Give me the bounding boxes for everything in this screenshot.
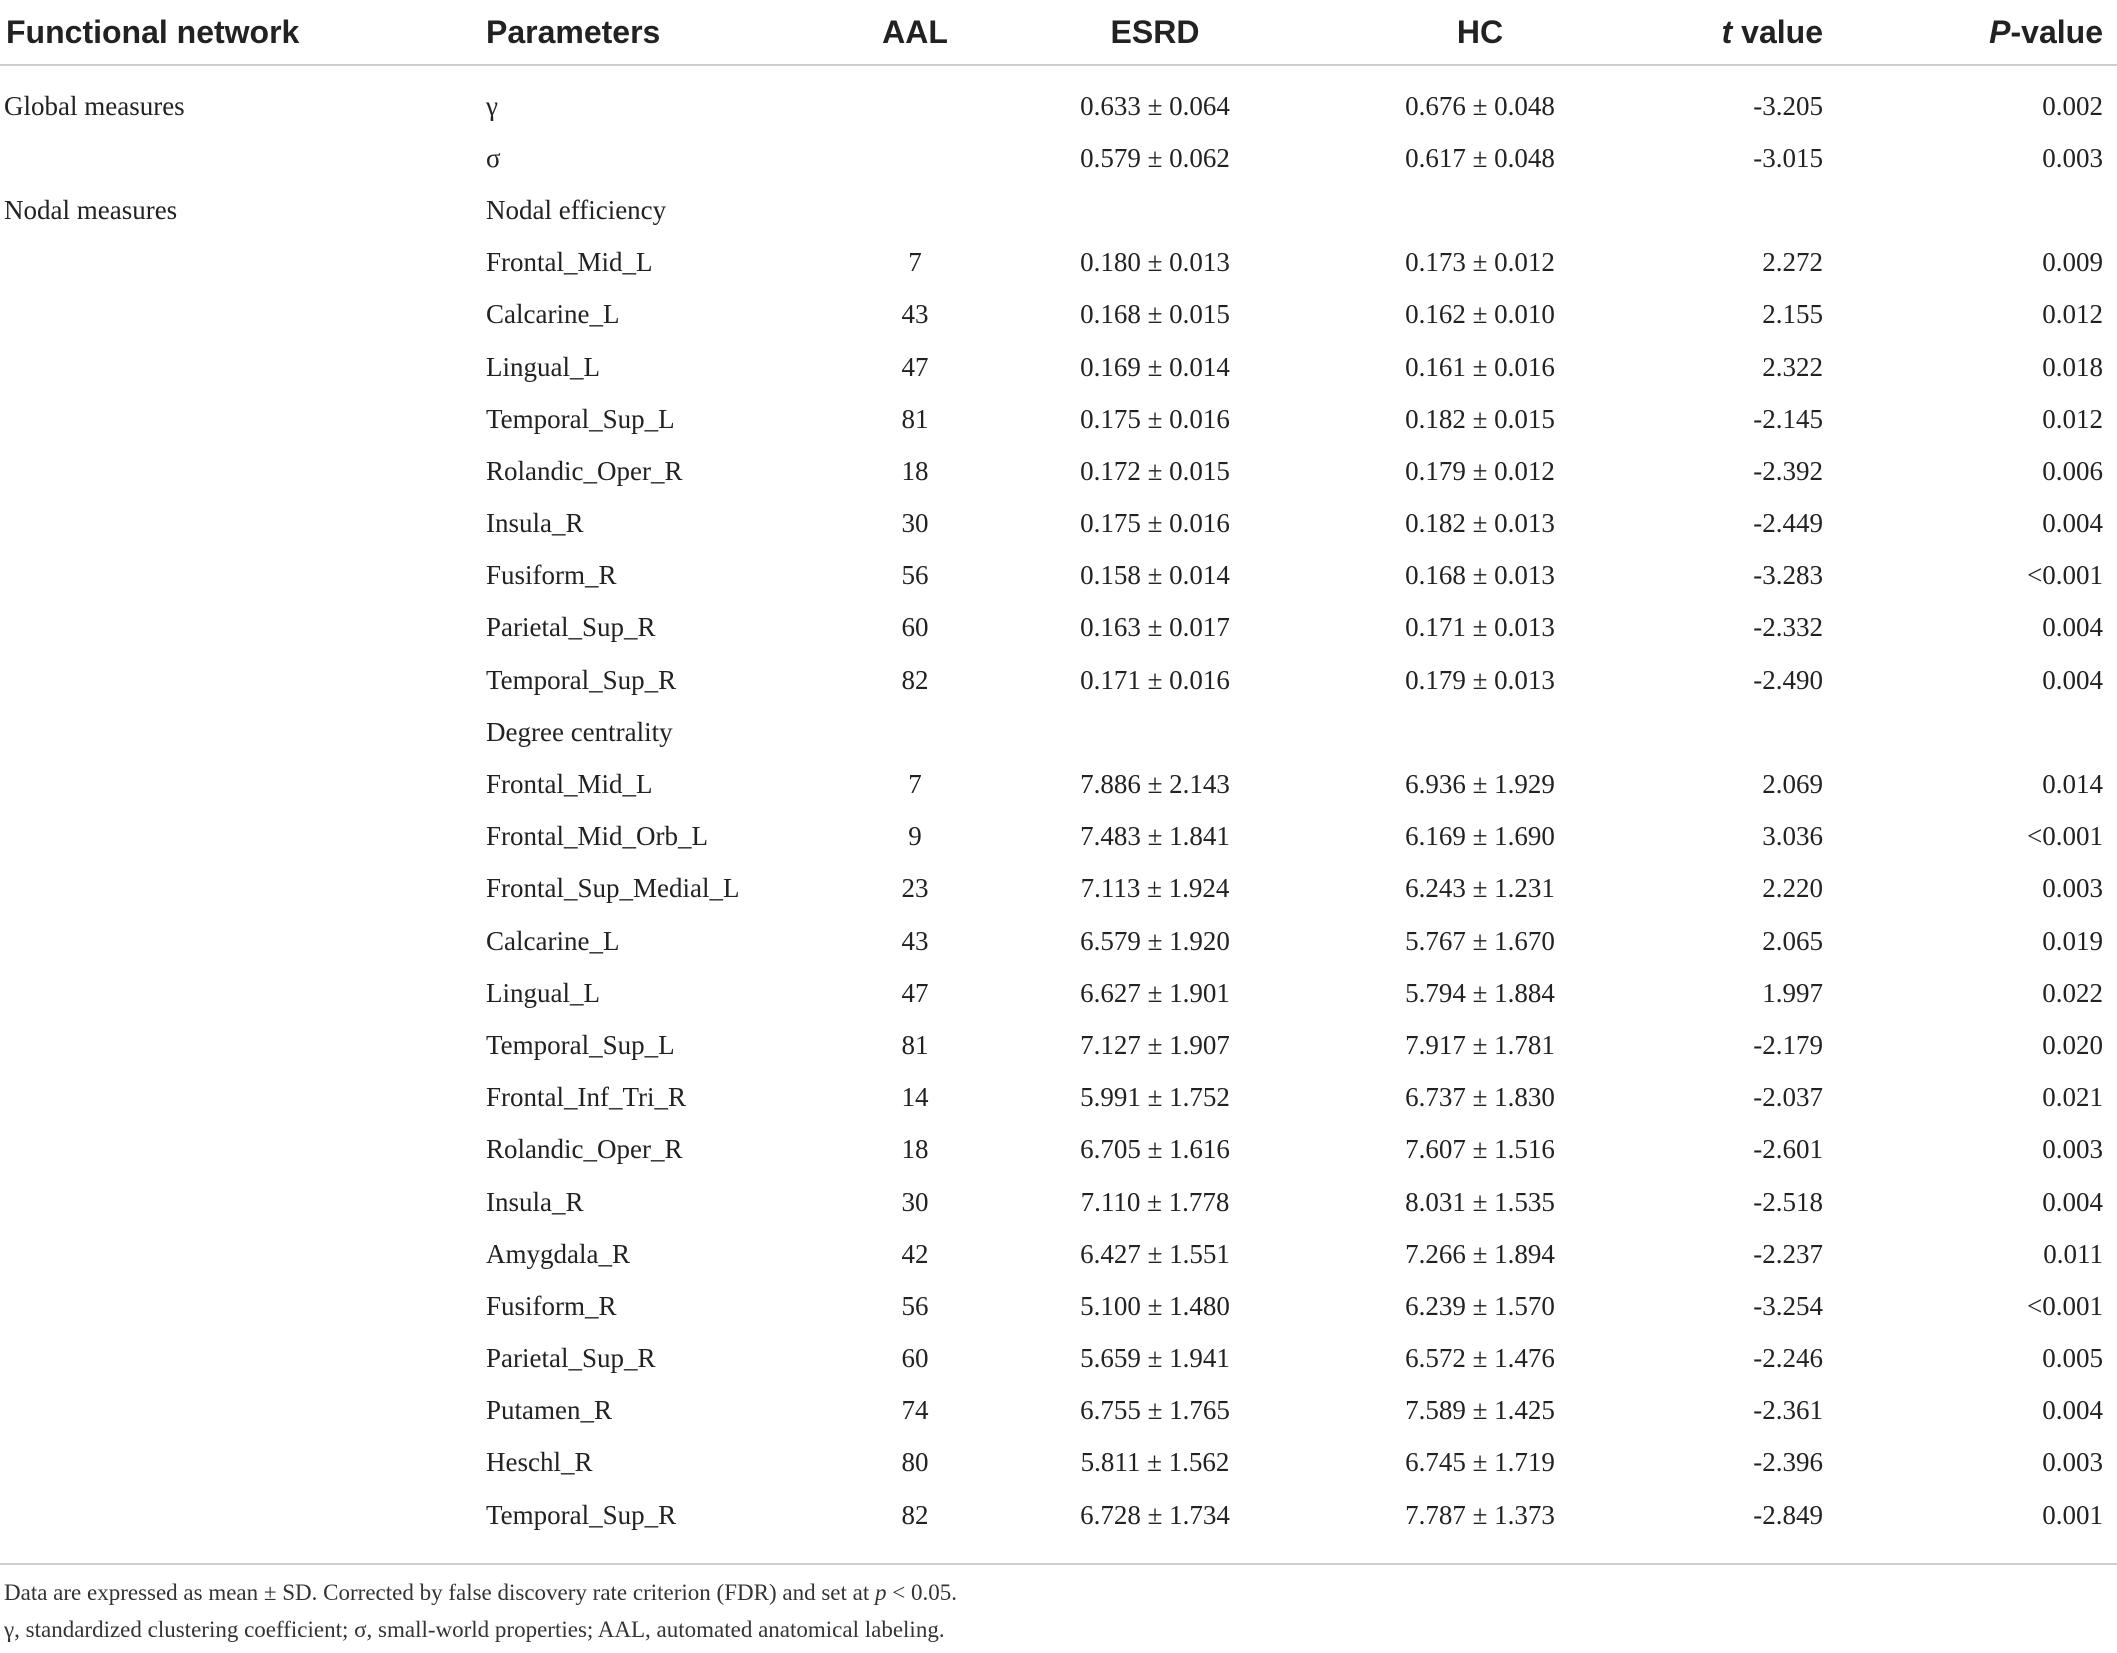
cell-esrd: 0.175 ± 0.016 <box>1080 403 1230 434</box>
cell-aal: 81 <box>901 1029 929 1060</box>
table-row <box>0 289 2117 341</box>
cell-p-value <box>1885 184 2117 236</box>
cell-parameter: Frontal_Mid_L <box>486 247 653 278</box>
cell-parameter: Calcarine_L <box>486 925 620 956</box>
cell-p-value: 0.003 <box>2042 873 2103 904</box>
cell-functional-network <box>0 1385 460 1437</box>
cell-functional-network <box>0 1333 460 1385</box>
cell-t-value: 2.155 <box>1762 299 1823 330</box>
table-row <box>0 445 2117 497</box>
cell-t-value: -2.361 <box>1753 1395 1823 1426</box>
table-row <box>0 1124 2117 1176</box>
cell-t-value: 2.272 <box>1762 247 1823 278</box>
cell-hc: 7.266 ± 1.894 <box>1405 1238 1555 1269</box>
cell-p-value: 0.004 <box>2042 508 2103 539</box>
cell-aal <box>840 132 990 184</box>
cell-t-value: -2.392 <box>1753 455 1823 486</box>
cell-hc: 6.239 ± 1.570 <box>1405 1290 1555 1321</box>
cell-functional-network <box>0 445 460 497</box>
table-row <box>0 1280 2117 1332</box>
cell-aal: 7 <box>908 769 922 800</box>
cell-t-value <box>1640 184 1885 236</box>
cell-esrd: 0.168 ± 0.015 <box>1080 299 1230 330</box>
cell-functional-network <box>0 289 460 341</box>
cell-p-value: 0.019 <box>2042 925 2103 956</box>
cell-aal: 14 <box>901 1082 929 1113</box>
cell-t-value: 2.069 <box>1762 769 1823 800</box>
cell-p-value <box>1885 706 2117 758</box>
cell-t-value: -2.849 <box>1753 1499 1823 1530</box>
cell-functional-network <box>0 237 460 289</box>
cell-p-value: 0.005 <box>2042 1343 2103 1374</box>
cell-esrd: 6.755 ± 1.765 <box>1080 1395 1230 1426</box>
cell-p-value: 0.011 <box>2043 1238 2103 1269</box>
cell-esrd: 7.127 ± 1.907 <box>1080 1029 1230 1060</box>
cell-p-value: 0.014 <box>2042 769 2103 800</box>
cell-esrd: 6.627 ± 1.901 <box>1080 977 1230 1008</box>
cell-p-value: 0.003 <box>2042 142 2103 173</box>
header-t-italic: t <box>1721 13 1733 50</box>
cell-parameter: Insula_R <box>486 1186 584 1217</box>
footnote-line-2: γ, standardized clustering coefficient; σ, small-world properties; AAL, automated anatomical labeling. <box>4 1617 945 1642</box>
cell-functional-network <box>0 1489 460 1541</box>
cell-esrd: 0.172 ± 0.015 <box>1080 455 1230 486</box>
cell-functional-network <box>0 393 460 445</box>
cell-aal: 60 <box>901 1343 929 1374</box>
cell-t-value: 2.322 <box>1762 351 1823 382</box>
table-row <box>0 758 2117 810</box>
cell-p-value: 0.006 <box>2042 455 2103 486</box>
table-row <box>0 132 2117 184</box>
cell-parameter: Parietal_Sup_R <box>486 612 656 643</box>
cell-functional-network <box>0 654 460 706</box>
cell-aal <box>840 80 990 132</box>
header-spacer <box>0 65 2117 80</box>
cell-aal: 82 <box>901 1499 929 1530</box>
cell-functional-network: Nodal measures <box>4 194 178 225</box>
cell-esrd: 6.579 ± 1.920 <box>1080 925 1230 956</box>
cell-p-value: 0.001 <box>2042 1499 2103 1530</box>
cell-aal: 42 <box>901 1238 929 1269</box>
table-row <box>0 1437 2117 1489</box>
cell-hc: 0.161 ± 0.016 <box>1405 351 1555 382</box>
cell-aal <box>840 184 990 236</box>
header-p-italic: P <box>1989 13 2011 50</box>
cell-hc: 5.767 ± 1.670 <box>1405 925 1555 956</box>
cell-functional-network <box>0 602 460 654</box>
cell-t-value: -2.449 <box>1753 508 1823 539</box>
footnote-1-text-b: < 0.05. <box>886 1580 957 1605</box>
cell-aal: 47 <box>901 351 929 382</box>
cell-p-value: 0.004 <box>2042 1186 2103 1217</box>
cell-functional-network <box>0 811 460 863</box>
cell-p-value: <0.001 <box>2027 560 2103 591</box>
footnote-line-1 <box>0 1574 2117 1611</box>
cell-parameter: Lingual_L <box>486 351 600 382</box>
cell-parameter: Frontal_Mid_Orb_L <box>486 821 708 852</box>
cell-parameter: Nodal efficiency <box>486 194 667 225</box>
cell-p-value: <0.001 <box>2027 821 2103 852</box>
cell-t-value: 2.065 <box>1762 925 1823 956</box>
cell-p-value: 0.004 <box>2042 612 2103 643</box>
table-row <box>0 654 2117 706</box>
table-row <box>0 706 2117 758</box>
header-p-rest: -value <box>2010 13 2103 50</box>
cell-hc: 6.572 ± 1.476 <box>1405 1343 1555 1374</box>
header-parameters: Parameters <box>460 0 840 65</box>
cell-hc: 0.168 ± 0.013 <box>1405 560 1555 591</box>
table-row <box>0 1228 2117 1280</box>
cell-esrd: 0.158 ± 0.014 <box>1080 560 1230 591</box>
cell-p-value: 0.003 <box>2042 1447 2103 1478</box>
cell-functional-network <box>0 341 460 393</box>
cell-hc: 0.182 ± 0.015 <box>1405 403 1555 434</box>
cell-t-value: 1.997 <box>1762 977 1823 1008</box>
cell-t-value: -3.254 <box>1753 1290 1823 1321</box>
table-row <box>0 1176 2117 1228</box>
cell-t-value: -3.015 <box>1753 142 1823 173</box>
cell-aal: 60 <box>901 612 929 643</box>
cell-esrd: 0.180 ± 0.013 <box>1080 247 1230 278</box>
header-t-value <box>1640 0 1885 65</box>
cell-hc: 7.787 ± 1.373 <box>1405 1499 1555 1530</box>
table-row <box>0 341 2117 393</box>
cell-t-value: -3.283 <box>1753 560 1823 591</box>
table-row <box>0 1489 2117 1541</box>
cell-t-value: -2.396 <box>1753 1447 1823 1478</box>
cell-esrd: 7.113 ± 1.924 <box>1080 873 1230 904</box>
cell-aal: 18 <box>901 455 929 486</box>
cell-t-value: -2.179 <box>1753 1029 1823 1060</box>
cell-functional-network <box>0 1019 460 1071</box>
cell-functional-network <box>0 1437 460 1489</box>
cell-esrd: 7.886 ± 2.143 <box>1080 769 1230 800</box>
cell-aal: 7 <box>908 247 922 278</box>
cell-t-value: -2.518 <box>1753 1186 1823 1217</box>
cell-esrd: 5.991 ± 1.752 <box>1080 1082 1230 1113</box>
cell-hc: 0.182 ± 0.013 <box>1405 508 1555 539</box>
cell-parameter: Fusiform_R <box>486 560 617 591</box>
cell-t-value: -2.145 <box>1753 403 1823 434</box>
cell-hc: 6.745 ± 1.719 <box>1405 1447 1555 1478</box>
cell-functional-network <box>0 863 460 915</box>
cell-esrd: 5.811 ± 1.562 <box>1080 1447 1230 1478</box>
cell-hc: 6.936 ± 1.929 <box>1405 769 1555 800</box>
cell-parameter: Rolandic_Oper_R <box>486 1134 683 1165</box>
cell-aal: 81 <box>901 403 929 434</box>
table-row <box>0 602 2117 654</box>
cell-hc: 6.169 ± 1.690 <box>1405 821 1555 852</box>
cell-aal: 74 <box>901 1395 929 1426</box>
cell-p-value: 0.021 <box>2042 1082 2103 1113</box>
cell-t-value: -2.237 <box>1753 1238 1823 1269</box>
table-body <box>0 65 2117 1541</box>
cell-parameter: σ <box>486 142 501 173</box>
cell-hc <box>1320 706 1640 758</box>
cell-hc: 8.031 ± 1.535 <box>1405 1186 1555 1217</box>
header-row <box>0 0 2117 65</box>
cell-aal: 82 <box>901 664 929 695</box>
cell-aal: 56 <box>901 1290 929 1321</box>
cell-functional-network <box>0 967 460 1019</box>
header-p-value <box>1885 0 2117 65</box>
cell-p-value: 0.022 <box>2042 977 2103 1008</box>
cell-p-value: 0.003 <box>2042 1134 2103 1165</box>
cell-hc: 0.179 ± 0.012 <box>1405 455 1555 486</box>
cell-hc: 0.179 ± 0.013 <box>1405 664 1555 695</box>
cell-esrd: 5.100 ± 1.480 <box>1080 1290 1230 1321</box>
header-esrd: ESRD <box>990 0 1320 65</box>
cell-parameter: Temporal_Sup_L <box>486 1029 675 1060</box>
cell-parameter: Lingual_L <box>486 977 600 1008</box>
cell-hc <box>1320 184 1640 236</box>
cell-functional-network <box>0 1176 460 1228</box>
cell-parameter: Parietal_Sup_R <box>486 1343 656 1374</box>
table-row <box>0 80 2117 132</box>
cell-p-value: 0.004 <box>2042 1395 2103 1426</box>
cell-t-value: -2.246 <box>1753 1343 1823 1374</box>
cell-hc: 0.617 ± 0.048 <box>1405 142 1555 173</box>
cell-esrd: 0.171 ± 0.016 <box>1080 664 1230 695</box>
cell-functional-network <box>0 1280 460 1332</box>
cell-esrd: 0.169 ± 0.014 <box>1080 351 1230 382</box>
header-hc: HC <box>1320 0 1640 65</box>
cell-esrd: 0.175 ± 0.016 <box>1080 508 1230 539</box>
cell-t-value: -2.037 <box>1753 1082 1823 1113</box>
header-t-rest: value <box>1732 13 1823 50</box>
footnote-1-p-symbol: p <box>874 1580 887 1605</box>
table-row <box>0 915 2117 967</box>
cell-p-value: 0.012 <box>2042 403 2103 434</box>
cell-esrd: 5.659 ± 1.941 <box>1080 1343 1230 1374</box>
cell-parameter: Rolandic_Oper_R <box>486 455 683 486</box>
cell-aal: 23 <box>901 873 929 904</box>
cell-aal: 9 <box>908 821 922 852</box>
table-row <box>0 393 2117 445</box>
cell-esrd: 0.633 ± 0.064 <box>1080 90 1230 121</box>
table-header <box>0 0 2117 65</box>
cell-functional-network <box>0 1124 460 1176</box>
cell-parameter: Calcarine_L <box>486 299 620 330</box>
cell-parameter: Degree centrality <box>486 716 673 747</box>
cell-aal: 30 <box>901 1186 929 1217</box>
cell-p-value: <0.001 <box>2027 1290 2103 1321</box>
cell-esrd: 0.579 ± 0.062 <box>1080 142 1230 173</box>
footnote-1-text-a: Data are expressed as mean ± SD. Corrected by false discovery rate criterion (FDR) and set at <box>4 1580 875 1605</box>
cell-aal: 43 <box>901 925 929 956</box>
cell-parameter: Frontal_Sup_Medial_L <box>486 873 740 904</box>
cell-hc: 0.171 ± 0.013 <box>1405 612 1555 643</box>
cell-parameter: Temporal_Sup_R <box>486 664 677 695</box>
cell-functional-network <box>0 1228 460 1280</box>
cell-functional-network <box>0 706 460 758</box>
table-row <box>0 1333 2117 1385</box>
table-row <box>0 1072 2117 1124</box>
table-row <box>0 811 2117 863</box>
cell-p-value: 0.020 <box>2042 1029 2103 1060</box>
cell-t-value: -3.205 <box>1753 90 1823 121</box>
cell-hc: 7.607 ± 1.516 <box>1405 1134 1555 1165</box>
cell-parameter: Temporal_Sup_L <box>486 403 675 434</box>
cell-parameter: Amygdala_R <box>486 1238 630 1269</box>
cell-parameter: Putamen_R <box>486 1395 612 1426</box>
cell-parameter: Frontal_Mid_L <box>486 769 653 800</box>
cell-parameter: Temporal_Sup_R <box>486 1499 677 1530</box>
cell-functional-network <box>0 758 460 810</box>
cell-t-value: 3.036 <box>1762 821 1823 852</box>
cell-t-value: -2.490 <box>1753 664 1823 695</box>
cell-aal: 18 <box>901 1134 929 1165</box>
cell-parameter: γ <box>486 90 498 121</box>
table-row <box>0 184 2117 236</box>
cell-t-value <box>1640 706 1885 758</box>
cell-aal: 56 <box>901 560 929 591</box>
cell-esrd: 6.427 ± 1.551 <box>1080 1238 1230 1269</box>
table-row <box>0 967 2117 1019</box>
cell-parameter: Heschl_R <box>486 1447 593 1478</box>
cell-functional-network <box>0 1072 460 1124</box>
cell-esrd: 7.110 ± 1.778 <box>1080 1186 1230 1217</box>
cell-hc: 7.917 ± 1.781 <box>1405 1029 1555 1060</box>
cell-aal: 43 <box>901 299 929 330</box>
table-row <box>0 863 2117 915</box>
table-row <box>0 1019 2117 1071</box>
cell-esrd: 6.705 ± 1.616 <box>1080 1134 1230 1165</box>
cell-hc: 6.737 ± 1.830 <box>1405 1082 1555 1113</box>
cell-p-value: 0.009 <box>2042 247 2103 278</box>
cell-esrd: 6.728 ± 1.734 <box>1080 1499 1230 1530</box>
table-row <box>0 550 2117 602</box>
header-aal: AAL <box>840 0 990 65</box>
cell-parameter: Insula_R <box>486 508 584 539</box>
cell-t-value: 2.220 <box>1762 873 1823 904</box>
cell-t-value: -2.332 <box>1753 612 1823 643</box>
cell-hc: 7.589 ± 1.425 <box>1405 1395 1555 1426</box>
cell-hc: 0.173 ± 0.012 <box>1405 247 1555 278</box>
header-functional-network: Functional network <box>0 0 460 65</box>
cell-aal: 47 <box>901 977 929 1008</box>
cell-esrd <box>990 706 1320 758</box>
cell-hc: 0.676 ± 0.048 <box>1405 90 1555 121</box>
cell-functional-network: Global measures <box>4 90 185 121</box>
cell-p-value: 0.002 <box>2042 90 2103 121</box>
table-row <box>0 237 2117 289</box>
cell-aal: 80 <box>901 1447 929 1478</box>
table-row <box>0 498 2117 550</box>
cell-aal: 30 <box>901 508 929 539</box>
cell-esrd: 7.483 ± 1.841 <box>1080 821 1230 852</box>
table-footnotes <box>0 1563 2117 1648</box>
cell-p-value: 0.018 <box>2042 351 2103 382</box>
cell-functional-network <box>0 132 460 184</box>
cell-functional-network <box>0 498 460 550</box>
cell-functional-network <box>0 915 460 967</box>
cell-functional-network <box>0 550 460 602</box>
cell-parameter: Fusiform_R <box>486 1290 617 1321</box>
cell-hc: 5.794 ± 1.884 <box>1405 977 1555 1008</box>
cell-esrd <box>990 184 1320 236</box>
cell-aal <box>840 706 990 758</box>
cell-p-value: 0.012 <box>2042 299 2103 330</box>
table-row <box>0 1385 2117 1437</box>
cell-parameter: Frontal_Inf_Tri_R <box>486 1082 687 1113</box>
cell-p-value: 0.004 <box>2042 664 2103 695</box>
cell-hc: 0.162 ± 0.010 <box>1405 299 1555 330</box>
cell-t-value: -2.601 <box>1753 1134 1823 1165</box>
cell-hc: 6.243 ± 1.231 <box>1405 873 1555 904</box>
cell-esrd: 0.163 ± 0.017 <box>1080 612 1230 643</box>
